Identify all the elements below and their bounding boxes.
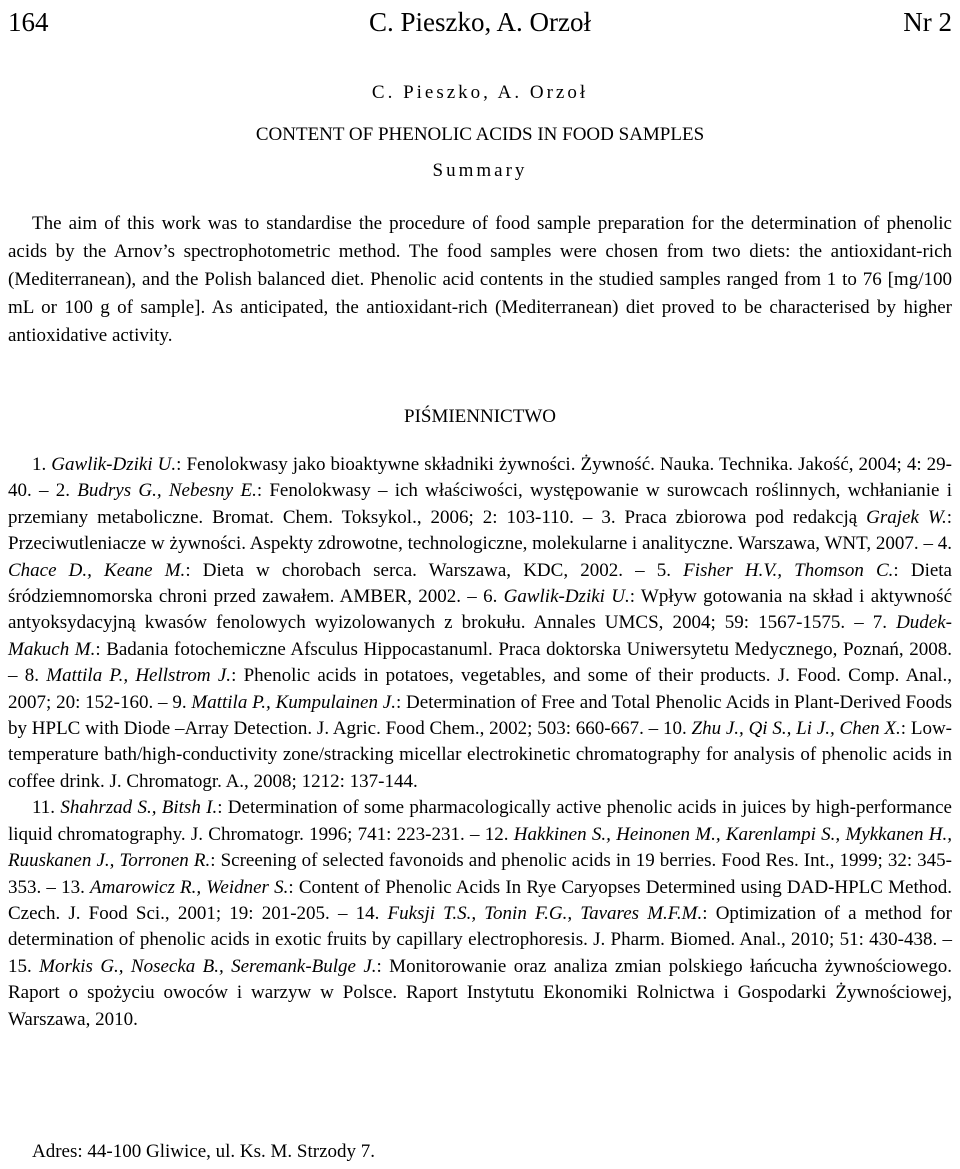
reference-authors: Fuksji T.S., Tonin F.G., Tavares M.F.M.	[387, 902, 703, 924]
issue-number: Nr 2	[903, 7, 952, 37]
reference-authors: Budrys G., Nebesny E.	[77, 480, 257, 502]
reference-authors: Grajek W.	[866, 506, 947, 528]
reference-authors: Shahrzad S., Bitsh I.	[60, 797, 218, 819]
reference-text: : Przeciwutleniacze w żywności. Aspekty zdrowotne, technologiczne, molekularne i analityczne. Warszawa, WNT, 2007. – 4.	[8, 506, 952, 555]
reference-text: : Determination of Free and Total Phenolic Acids in Plant-Derived Foods by HPLC with Diode –Array Detection. J. Agric. Food Chem., 2002; 503: 660-667. – 10.	[8, 691, 953, 740]
reference-text: : Low-temperature bath/high-conductivity zone/stracking micellar electrokinetic chromatography for analysis of phenolic acids in coffee drink. J. Chromatogr. A., 2008; 1212: 137-144.	[8, 718, 953, 792]
reference-text: 11.	[32, 797, 61, 819]
reference-text: : Determination of some pharmacologically active phenolic acids in juices by high-performance liquid chromatography. J. Chromatogr. 1996; 741: 223-231. – 12.	[8, 797, 952, 845]
reference-authors: Amarowicz R., Weidner S.	[90, 876, 289, 898]
reference-text: : Badania fotochemiczne Afsculus Hippocastanuml. Praca doktorska Uniwersytetu Medycznego, Poznań, 2008. – 8.	[8, 638, 952, 687]
reference-paragraph-2	[8, 795, 952, 1033]
reference-text: : Fenolokwasy jako bioaktywne składniki żywności. Żywność. Nauka. Technika. Jakość, 2004; 4: 29-40. – 2.	[8, 454, 952, 502]
reference-text: : Dieta śródziemnomorska chroni przed zawałem. AMBER, 2002. – 6.	[8, 559, 952, 608]
reference-text: : Monitorowanie oraz analiza zmian polskiego łańcucha żywnościowego. Raport o spożyciu owoców i warzyw w Polsce. Raport Instytutu Ekonomiki Rolnictwa i Gospodarki Żywnościowej, Warszawa, 2010.	[8, 955, 952, 1030]
reference-authors: Mattila P., Hellstrom J.	[46, 665, 232, 687]
author-address: Adres: 44-100 Gliwice, ul. Ks. M. Strzody 7.	[32, 1141, 376, 1162]
reference-authors: Zhu J., Qi S., Li J., Chen X.	[691, 718, 901, 740]
reference-paragraph-1	[8, 452, 952, 795]
reference-authors: Dudek-Makuch M.	[8, 612, 952, 660]
running-header-authors: C. Pieszko, A. Orzoł	[369, 7, 591, 37]
reference-text: : Wpływ gotowania na skład i aktywność antyoksydacyjną kwasów fenolowych wyizolowanych z brokułu. Annales UMCS, 2004; 59: 1567-1575. – 7.	[8, 586, 953, 634]
reference-authors: Hakkinen S., Heinonen M., Karenlampi S., Mykkanen H., Ruuskanen J., Torronen R.	[8, 823, 952, 872]
reference-authors: Mattila P., Kumpulainen J.	[191, 691, 396, 713]
reference-text: 1.	[32, 454, 52, 475]
article-title: CONTENT OF PHENOLIC ACIDS IN FOOD SAMPLES	[255, 124, 705, 145]
reference-authors: Chace D., Keane M.	[8, 559, 186, 581]
page-number: 164	[8, 7, 49, 37]
running-header	[8, 4, 952, 40]
reference-authors: Gawlik-Dziki U.	[51, 454, 177, 475]
reference-text: : Phenolic acids in potatoes, vegetables, and some of their products. J. Food. Comp. Anal., 2007; 20: 152-160. – 9.	[8, 665, 952, 713]
reference-text: : Screening of selected favonoids and phenolic acids in 19 berries. Food Res. Int., 1999; 32: 345-353. – 13.	[8, 850, 952, 898]
summary-heading: Summary	[432, 160, 528, 181]
reference-text: : Content of Phenolic Acids In Rye Caryopses Determined using DAD-HPLC Method. Czech. J. Food Sci., 2001; 19: 201-205. – 14.	[8, 876, 953, 924]
article-authors: C. Pieszko, A. Orzoł	[371, 82, 589, 103]
reference-text: : Dieta w chorobach serca. Warszawa, KDC, 2002. – 5.	[185, 559, 684, 581]
reference-authors: Morkis G., Nosecka B., Seremank-Bulge J.	[39, 955, 377, 977]
reference-text: : Optimization of a method for determination of phenolic acids in exotic fruits by capillary electrophoresis. J. Pharm. Biomed. Anal., 2010; 51: 430-438. – 15.	[8, 902, 952, 977]
reference-authors: Gawlik-Dziki U.	[503, 586, 630, 608]
reference-list	[8, 452, 952, 1033]
reference-authors: Fisher H.V., Thomson C.	[683, 559, 894, 581]
summary-body	[8, 210, 952, 350]
summary-text: The aim of this work was to standardise the procedure of food sample preparation for the determination of phenolic acids by the Arnov’s spectrophotometric method. The food samples were chosen from two diets: the antioxidant-rich (Mediterranean), and the Polish balanced diet. Phenolic acid contents in the studied samples ranged from 1 to 76 [mg/100 mL or 100 g of sample]. As anticipated, the antioxidant-rich (Mediterranean) diet proved to be characterised by higher antioxidative activity.	[8, 213, 952, 346]
bibliography-heading: PIŚMIENNICTWO	[404, 406, 556, 427]
reference-text: : Fenolokwasy – ich właściwości, występowanie w surowcach roślinnych, wchłanianie i przemiany metaboliczne. Bromat. Chem. Toksykol., 2006; 2: 103-110. – 3. Praca zbiorowa pod redakcją	[8, 480, 953, 528]
